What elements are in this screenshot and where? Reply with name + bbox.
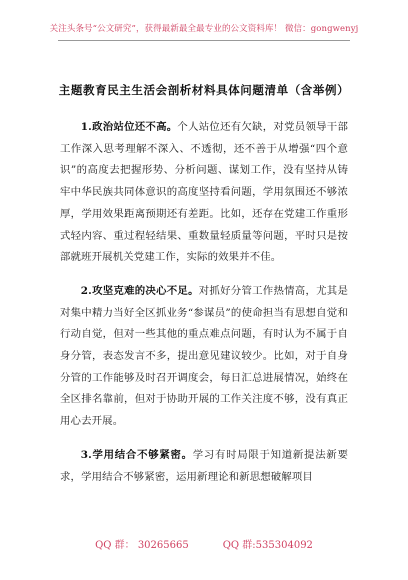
footer-qq-group-2: QQ 群:535304092 (222, 540, 313, 551)
footer-contacts (0, 536, 408, 551)
section-paragraph-2 (60, 281, 348, 433)
section-heading-1: 1.政治站位还不高。 (80, 121, 178, 133)
section-heading-2: 2.攻坚克难的决心不足。 (80, 284, 199, 297)
section-paragraph-3 (60, 445, 348, 488)
document-title: 主题教育民主生活会剖析材料具体问题清单（含举例） (58, 83, 350, 97)
section-paragraph-1 (60, 117, 348, 269)
document-body (60, 117, 348, 500)
section-text-3: 学习有时局限于知道新提法新要求，学用结合不够紧密，运用新理论和新思想破解项目 (60, 448, 348, 483)
section-text-1: 个人站位还有欠缺，对党员领导干部工作深入思考理解不深入、不透彻，还不善于从增强“四个意识”的高度去把握形势、分析问题、谋划工作，没有坚持从铸牢中华民族共同体意识的高度坚持看问题，学用氛围还不够浓厚，学用效果距离预期还有差距。比如，还存在党建工作重形式轻内容、重过程轻结果、重数量轻质量等问题，平时只是按部就班开展机关党建工作，实际的效果并不佳。 (60, 121, 348, 264)
footer-qq-group-1: QQ 群： 30265665 (95, 540, 189, 551)
header-promo-note: 关注头条号“公文研究”，获得最新最全最专业的公文资料库！ 微信：gongwenyj (49, 24, 359, 34)
section-text-2: 对抓好分管工作热情高，尤其是对集中精力当好全区抓业务“参谋员”的使命担当有思想自觉和行动自觉，但对一些其他的重点难点问题，有时认为不属于自身分管，表态发言不多，提出意见建议较少。比如，对于自身分管的工作能够及时召开调度会，每日汇总进展情况，始终在全区排名靠前，但对于协助开展的工作关注度不够，没有真正用心去开展。 (60, 284, 348, 428)
section-heading-3: 3.学用结合不够紧密。 (80, 448, 193, 461)
header-divider (58, 40, 350, 41)
